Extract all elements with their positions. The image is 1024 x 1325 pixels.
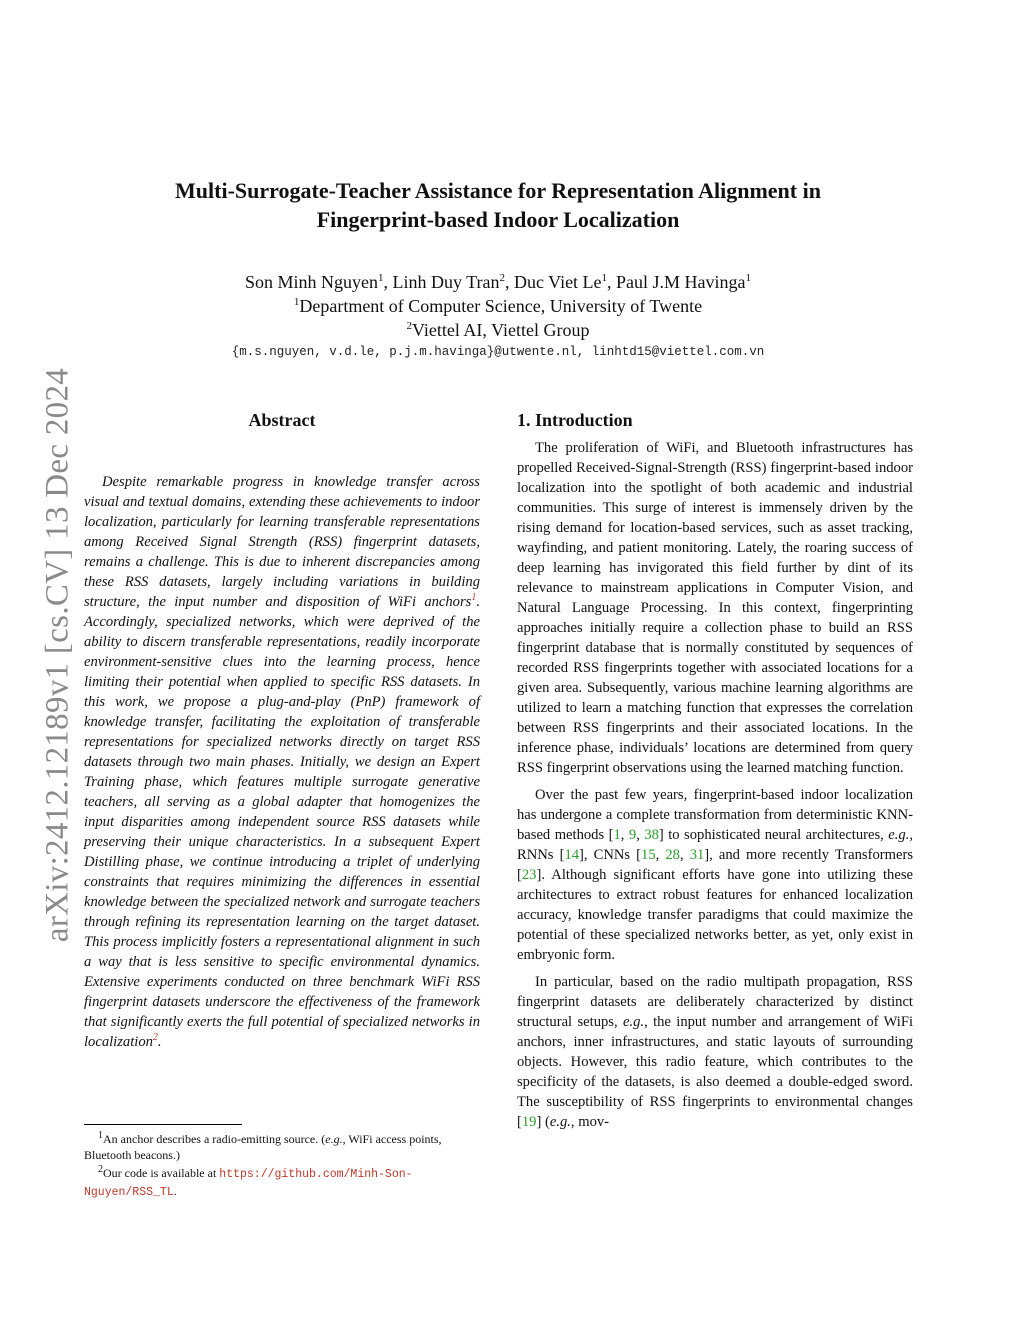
author-name: Duc Viet Le <box>513 272 602 292</box>
author-emails: {m.s.nguyen, v.d.le, p.j.m.havinga}@utwente.nl, linhtd15@viettel.com.vn <box>231 345 765 359</box>
paper-title <box>120 176 876 234</box>
arxiv-identifier: arXiv:2412.12189v1 [cs.CV] 13 Dec 2024 <box>39 367 76 943</box>
citation-link[interactable]: 1 <box>613 827 621 843</box>
title-line-2: Fingerprint-based Indoor Localization <box>316 207 680 232</box>
author-name: Linh Duy Tran <box>392 272 500 292</box>
abstract-body: Despite remarkable progress in knowledge transfer across visual and textual domains, extending these achievements to indoor localization, particularly for learning transferable representations among Received Signal Strength (RSS) fingerprint datasets, remains a challenge. This is due to inherent discrepancies among these RSS datasets, largely including variations in building structure, the input number and disposition of WiFi anchors$^1$. Accordingly, specialized networks, which were deprived of the ability to discern transferable representations, readily incorporate environment-sensitive clues into the learning process, hence limiting their potential when applied to specific RSS datasets. In this work, we propose a plug-and-play (PnP) framework of knowledge transfer, facilitating the exploitation of transferable representations for specialized networks directly on target RSS datasets through two main phases. Initially, we design an Expert Training phase, which features multiple surrogate generative teachers, all serving as a global adapter that homogenizes the input disparities among independent source RSS datasets while preserving their unique characteristics. In a subsequent Expert Distilling phase, we continue introducing a triplet of underlying constraints that requires minimizing the differences in essential knowledge between the specialized network and surrogate teachers through refining its representation learning on the target dataset. This process implicitly fosters a representational alignment in such a way that is less sensitive to specific environmental dynamics. Extensive experiments conducted on three benchmark WiFi RSS fingerprint datasets underscore the effectiveness of the framework that significantly exerts the full potential of specialized networks in localization$^2$. <box>84 474 480 1050</box>
section-heading: 1. Introduction <box>517 410 633 430</box>
author-list: Son Minh Nguyen$^1$, Linh Duy Tran$^2$, Duc Viet Le$^1$, Paul J.M Havinga$^1$ <box>244 272 752 292</box>
abstract-heading: Abstract <box>248 410 316 430</box>
footnotes <box>84 1124 480 1203</box>
intro-paragraph-1: The proliferation of WiFi, and Bluetooth infrastructures has propelled Received-Signal-Strength (RSS) fingerprint-based indoor localization into the spotlight of both academic and industrial communities. This surge of interest is immensely driven by the rising demand for location-based services, such as asset tracking, wayfinding, and patient monitoring. Lately, the roaring success of deep learning has invigorated this field further by dint of its relevance to mainstream applications in Computer Vision, and Natural Language Processing. In this context, fingerprinting approaches initially require a collection phase to build an RSS fingerprint database that is normally constituted by sequences of recorded RSS fingerprints together with associated locations for a given area. Subsequently, various machine learning algorithms are utilized to learn a matching function that expresses the correlation between RSS fingerprints and their associated locations. In the inference phase, individuals’ locations are determined from query RSS fingerprint observations using the learned matching function. <box>517 440 913 776</box>
affiliation-2: $^2$Viettel AI, Viettel Group <box>406 320 590 340</box>
code-repository-link[interactable]: https://github.com/Minh-Son-Nguyen/RSS_TL <box>84 1168 413 1199</box>
footnote-1: $^1$An anchor describes a radio-emitting source. (e.g., WiFi access points, Bluetooth beacons.) <box>84 1130 442 1162</box>
author-name: Son Minh Nguyen <box>244 272 378 292</box>
footnote-divider <box>84 1124 242 1125</box>
citation-link[interactable]: 28 <box>665 847 680 863</box>
right-column <box>517 408 913 1139</box>
footnote-ref-1[interactable]: 1 <box>471 592 477 604</box>
citation-link[interactable]: 31 <box>689 847 705 863</box>
title-line-1: Multi-Surrogate-Teacher Assistance for Representation Alignment in <box>175 178 821 203</box>
citation-link[interactable]: 14 <box>564 847 580 863</box>
footnote-2: $^2$Our code is available at https://github.com/Minh-Son-Nguyen/RSS_TL. <box>84 1164 413 1199</box>
author-name: Paul J.M Havinga <box>616 272 746 292</box>
footnote-ref-2[interactable]: 2 <box>152 1032 158 1044</box>
author-block <box>120 270 876 342</box>
citation-link[interactable]: 38 <box>644 827 659 843</box>
citation-link[interactable]: 15 <box>641 847 656 863</box>
intro-paragraph-3: In particular, based on the radio multipath propagation, RSS fingerprint datasets are deliberately characterized by distinct structural setups, e.g., the input number and arrangement of WiFi anchors, inner infrastructures, and static layouts of surrounding objects. However, this radio feature, which contributes to the specificity of the datasets, is also deemed a double-edged sword. The susceptibility of RSS fingerprints to environmental changes [19] (e.g., mov- <box>517 974 913 1130</box>
citation-link[interactable]: 23 <box>521 867 537 883</box>
citation-link[interactable]: 19 <box>521 1114 537 1130</box>
affiliation-1: $^1$Department of Computer Science, University of Twente <box>293 296 703 316</box>
citation-link[interactable]: 9 <box>628 827 637 843</box>
left-column <box>84 408 480 1052</box>
intro-paragraph-2: Over the past few years, fingerprint-based indoor localization has undergone a complete transformation from deterministic KNN-based methods [1, 9, 38] to sophisticated neural architectures, e.g., RNNs [14], CNNs [15, 28, 31], and more recently Transformers [23]. Although significant efforts have gone into utilizing these architectures to extract robust features for enhanced localization accuracy, knowledge transfer paradigms that could maximize the potential of these specialized networks better, as yet, only exist in embryonic form. <box>517 787 914 963</box>
